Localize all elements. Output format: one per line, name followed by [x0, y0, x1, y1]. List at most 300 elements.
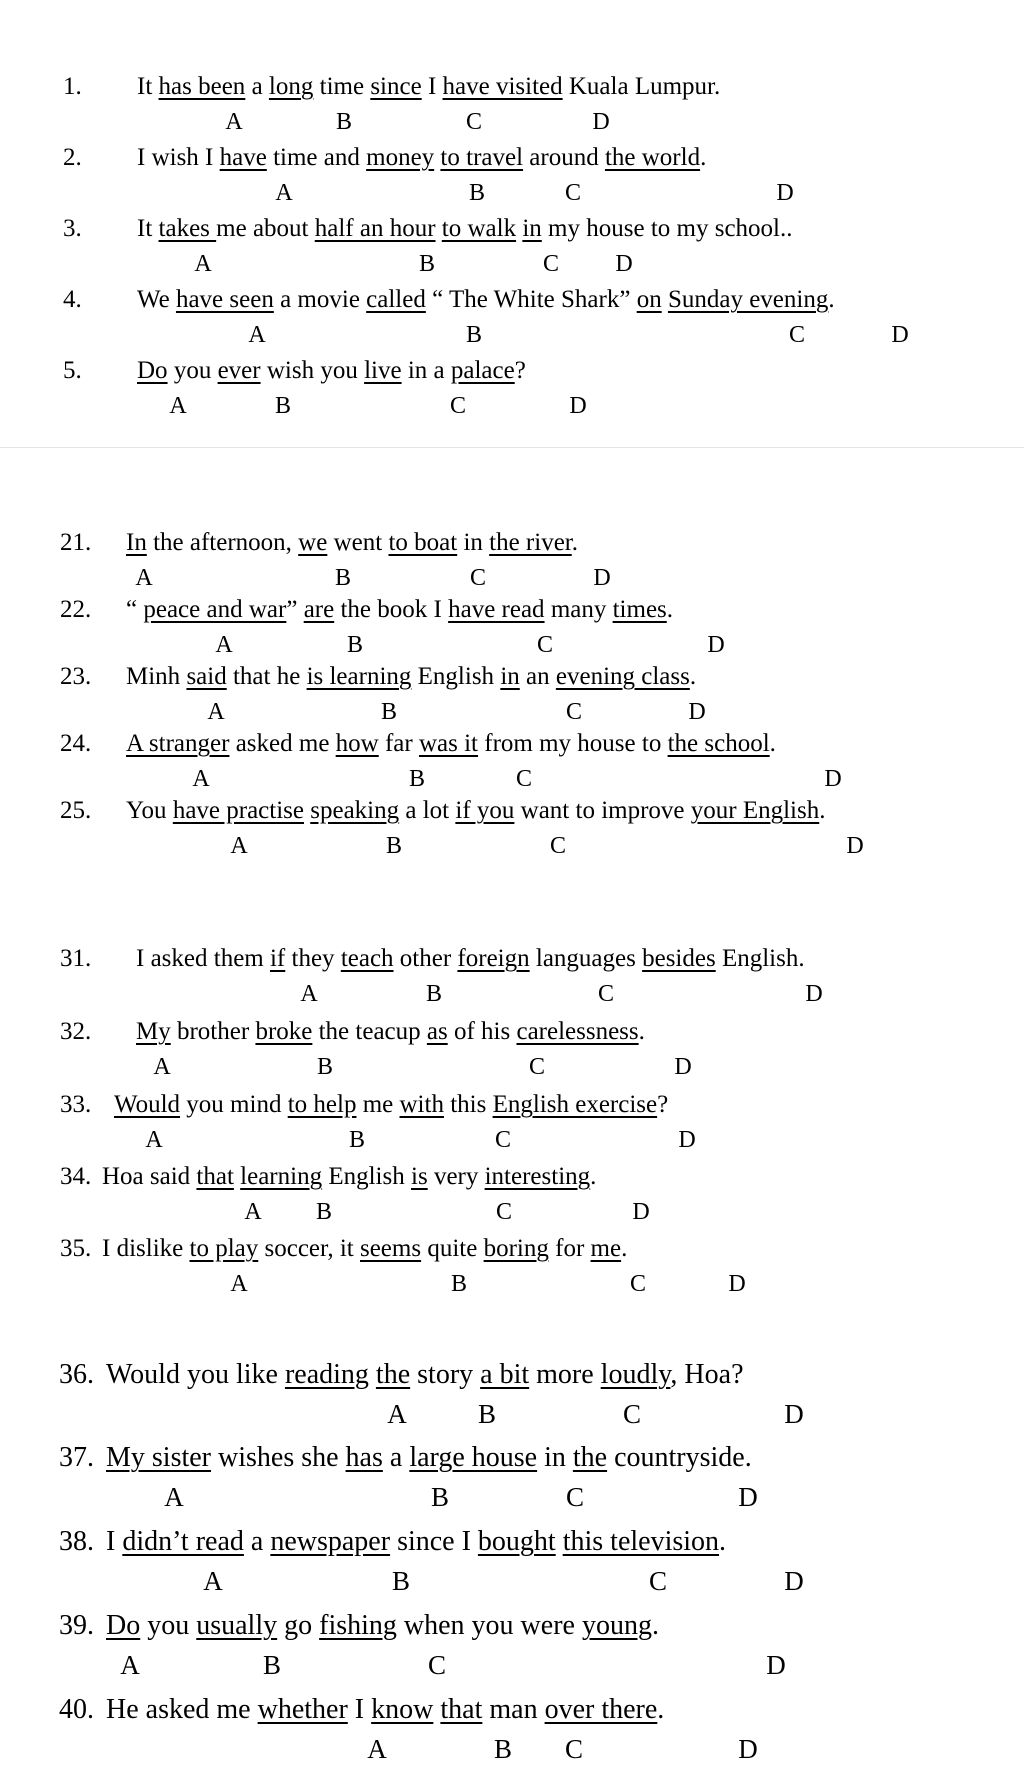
- question-23: [0, 664, 1024, 730]
- sentence-text: in a: [401, 357, 451, 384]
- sentence-text: , Hoa?: [670, 1359, 744, 1390]
- underlined-option-text: me: [590, 1235, 622, 1262]
- option-letter: D: [738, 1734, 758, 1764]
- sentence-text: since I: [390, 1526, 478, 1557]
- sentence-text: I asked them: [136, 945, 270, 972]
- sentence-text: for: [548, 1235, 591, 1262]
- option-letter: D: [728, 1271, 746, 1297]
- sentence-text: a lot: [399, 797, 456, 824]
- question-40: [0, 1696, 1024, 1766]
- underlined-option-text: didn’t read: [122, 1526, 244, 1557]
- underlined-option-text: half an hour: [314, 215, 436, 242]
- underlined-option-text: have seen: [175, 286, 274, 313]
- sentence-text: soccer, it: [258, 1235, 360, 1262]
- option-letter: A: [207, 699, 225, 725]
- underlined-option-text: how: [335, 730, 379, 757]
- question-number: 3.: [63, 215, 82, 242]
- sentence-text: go: [277, 1610, 320, 1641]
- option-letter: B: [262, 1650, 282, 1680]
- sentence-text: .: [666, 596, 674, 623]
- option-letter: C: [427, 1650, 447, 1680]
- sentence-text: in: [537, 1442, 573, 1473]
- sentence-text: of his: [447, 1018, 517, 1045]
- sentence-text: I dislike: [102, 1235, 190, 1262]
- sentence-text: my house to my school..: [541, 215, 793, 242]
- underlined-option-text: In: [126, 529, 147, 556]
- sentence-text: ?: [657, 1091, 669, 1118]
- question-3: [0, 216, 1024, 282]
- underlined-option-text: on: [636, 286, 662, 313]
- sentence-text: time: [313, 73, 371, 100]
- sentence-text: Kuala Lumpur.: [562, 73, 721, 100]
- underlined-option-text: My: [136, 1018, 171, 1045]
- question-2: [0, 145, 1024, 211]
- underlined-option-text: usually: [196, 1610, 278, 1641]
- underlined-option-text: if: [269, 945, 286, 972]
- sentence-text: quite: [421, 1235, 484, 1262]
- option-letter: C: [648, 1566, 668, 1596]
- option-letter: D: [593, 565, 611, 591]
- question-5: [0, 358, 1024, 424]
- underlined-option-text: Do: [106, 1610, 141, 1641]
- sentence-text: very: [427, 1163, 485, 1190]
- underlined-option-text: carelessness: [516, 1018, 639, 1045]
- sentence-text: around: [523, 144, 605, 171]
- question-38: [0, 1528, 1024, 1598]
- option-letter: B: [430, 1482, 450, 1512]
- question-text: [126, 731, 776, 756]
- underlined-option-text: loudly: [600, 1359, 671, 1390]
- sentence-text: English: [322, 1163, 411, 1190]
- underlined-option-text: have practise: [172, 797, 304, 824]
- underlined-option-text: evening class: [555, 663, 690, 690]
- sentence-text: other: [393, 945, 458, 972]
- sentence-text: countryside.: [607, 1442, 752, 1473]
- underlined-option-text: English exercise: [492, 1091, 658, 1118]
- question-number: 5.: [63, 357, 82, 384]
- option-letter: B: [493, 1734, 513, 1764]
- question-25: [0, 798, 1024, 864]
- sentence-text: they: [285, 945, 341, 972]
- sentence-text: English: [411, 663, 501, 690]
- sentence-text: more: [529, 1359, 601, 1390]
- sentence-text: a movie: [273, 286, 367, 313]
- question-text: [137, 74, 720, 99]
- option-letter: C: [629, 1271, 647, 1297]
- option-letter: A: [367, 1734, 387, 1764]
- underlined-option-text: bought: [477, 1526, 556, 1557]
- option-letter: A: [194, 251, 212, 277]
- sentence-text: far: [378, 730, 419, 757]
- option-letter: B: [316, 1054, 334, 1080]
- option-letter: B: [274, 393, 292, 419]
- option-letter: D: [569, 393, 587, 419]
- option-letter: C: [528, 1054, 546, 1080]
- question-text: [126, 664, 696, 689]
- underlined-option-text: seems: [359, 1235, 422, 1262]
- option-letter: D: [784, 1566, 804, 1596]
- option-letter: C: [788, 322, 806, 348]
- option-letter: A: [215, 632, 233, 658]
- sentence-text: [556, 1526, 563, 1557]
- underlined-option-text: broke: [255, 1018, 313, 1045]
- question-number: 33.: [60, 1091, 92, 1118]
- underlined-option-text: know: [371, 1694, 434, 1725]
- underlined-option-text: in: [522, 215, 542, 242]
- question-text: [102, 1236, 627, 1261]
- underlined-option-text: the river: [489, 529, 572, 556]
- question-number: 25.: [60, 797, 92, 824]
- question-number: 38.: [59, 1526, 94, 1557]
- sentence-text: asked me: [229, 730, 336, 757]
- sentence-text: .: [571, 529, 578, 556]
- underlined-option-text: teach: [340, 945, 394, 972]
- option-letter: C: [564, 1734, 584, 1764]
- sentence-text: me about: [216, 215, 315, 242]
- sentence-text: I: [347, 1694, 372, 1725]
- sentence-text: a: [245, 73, 269, 100]
- option-letter: C: [536, 632, 554, 658]
- option-letter: A: [203, 1566, 223, 1596]
- sentence-text: I wish I: [137, 144, 220, 171]
- underlined-option-text: speaking: [310, 797, 400, 824]
- sentence-text: in: [457, 529, 490, 556]
- option-letter: A: [230, 833, 248, 859]
- question-text: [126, 798, 825, 823]
- underlined-option-text: have visited: [442, 73, 563, 100]
- question-number: 22.: [60, 596, 92, 623]
- sentence-text: an: [519, 663, 556, 690]
- option-letter: A: [120, 1650, 140, 1680]
- question-number: 1.: [63, 73, 82, 100]
- question-number: 2.: [63, 144, 82, 171]
- question-text: [102, 1164, 596, 1189]
- underlined-option-text: said: [186, 663, 227, 690]
- question-number: 35.: [60, 1235, 92, 1262]
- option-letter: A: [169, 393, 187, 419]
- sentence-text: time and: [266, 144, 367, 171]
- underlined-option-text: over there: [544, 1694, 658, 1725]
- underlined-option-text: large house: [409, 1442, 538, 1473]
- question-text: [106, 1444, 752, 1472]
- sentence-text: .: [590, 1163, 597, 1190]
- underlined-option-text: Sunday evening: [667, 286, 829, 313]
- question-22: [0, 597, 1024, 663]
- underlined-option-text: young: [581, 1610, 652, 1641]
- underlined-option-text: takes: [158, 215, 217, 242]
- option-letter: A: [300, 981, 318, 1007]
- option-letter: B: [335, 109, 353, 135]
- option-letter: B: [380, 699, 398, 725]
- option-letter: D: [678, 1127, 696, 1153]
- question-number: 21.: [60, 529, 92, 556]
- sentence-text: He asked me: [106, 1694, 258, 1725]
- option-letter: D: [707, 632, 725, 658]
- underlined-option-text: palace: [450, 357, 515, 384]
- option-letter: A: [275, 180, 293, 206]
- sentence-text: went: [327, 529, 389, 556]
- option-letter: B: [385, 833, 403, 859]
- option-letter: A: [192, 766, 210, 792]
- sentence-text: It: [137, 73, 159, 100]
- option-letter: A: [230, 1271, 248, 1297]
- option-letter: C: [495, 1199, 513, 1225]
- option-letter: C: [622, 1399, 642, 1429]
- sentence-text: “: [126, 596, 144, 623]
- underlined-option-text: interesting: [484, 1163, 591, 1190]
- sentence-text: wish you: [260, 357, 365, 384]
- sentence-text: this: [443, 1091, 493, 1118]
- sentence-text: ”: [286, 596, 304, 623]
- option-letter: D: [891, 322, 909, 348]
- underlined-option-text: is: [411, 1163, 428, 1190]
- question-24: [0, 731, 1024, 797]
- underlined-option-text: has: [345, 1442, 383, 1473]
- sentence-text: from my house to: [478, 730, 668, 757]
- sentence-text: .: [700, 144, 707, 171]
- question-number: 34.: [60, 1163, 92, 1190]
- question-text: [126, 530, 578, 555]
- underlined-option-text: have read: [448, 596, 545, 623]
- sentence-text: a: [382, 1442, 410, 1473]
- sentence-text: I: [106, 1526, 123, 1557]
- underlined-option-text: money: [366, 144, 435, 171]
- underlined-option-text: that: [440, 1694, 483, 1725]
- question-number: 24.: [60, 730, 92, 757]
- sentence-text: want to improve: [514, 797, 691, 824]
- option-letter: C: [494, 1127, 512, 1153]
- question-number: 36.: [59, 1359, 94, 1390]
- option-letter: C: [469, 565, 487, 591]
- underlined-option-text: times: [612, 596, 667, 623]
- option-letter: B: [477, 1399, 497, 1429]
- underlined-option-text: to play: [189, 1235, 259, 1262]
- sentence-text: You: [126, 797, 173, 824]
- underlined-option-text: was it: [418, 730, 479, 757]
- option-letter: C: [565, 1482, 585, 1512]
- underlined-option-text: Would: [114, 1091, 181, 1118]
- question-31: [0, 946, 1024, 1012]
- option-letter: A: [164, 1482, 184, 1512]
- question-number: 4.: [63, 286, 82, 313]
- sentence-text: the afternoon,: [146, 529, 299, 556]
- underlined-option-text: ever: [217, 357, 261, 384]
- sentence-text: [369, 1359, 376, 1390]
- underlined-option-text: have: [219, 144, 267, 171]
- question-text: [137, 358, 526, 383]
- underlined-option-text: whether: [257, 1694, 348, 1725]
- sentence-text: languages: [529, 945, 643, 972]
- sentence-text: .: [651, 1610, 659, 1641]
- sentence-text: .: [657, 1694, 665, 1725]
- underlined-option-text: fishing: [319, 1610, 397, 1641]
- underlined-option-text: is learning: [306, 663, 412, 690]
- question-36: [0, 1361, 1024, 1431]
- underlined-option-text: the school: [667, 730, 770, 757]
- option-letter: A: [145, 1127, 163, 1153]
- sentence-text: We: [137, 286, 176, 313]
- option-letter: A: [225, 109, 243, 135]
- sentence-text: I: [421, 73, 443, 100]
- sentence-text: the teacup: [312, 1018, 427, 1045]
- sentence-text: .: [621, 1235, 628, 1262]
- underlined-option-text: My sister: [106, 1442, 211, 1473]
- underlined-option-text: to help: [287, 1091, 357, 1118]
- option-letter: B: [465, 322, 483, 348]
- sentence-text: you mind: [180, 1091, 288, 1118]
- underlined-option-text: to travel: [440, 144, 524, 171]
- option-letter: C: [465, 109, 483, 135]
- question-33: [0, 1092, 1024, 1158]
- underlined-option-text: since: [370, 73, 422, 100]
- underlined-option-text: we: [298, 529, 328, 556]
- underlined-option-text: the: [572, 1442, 608, 1473]
- underlined-option-text: peace and war: [143, 596, 287, 623]
- option-letter: C: [597, 981, 615, 1007]
- option-letter: C: [549, 833, 567, 859]
- question-32: [0, 1019, 1024, 1085]
- option-letter: B: [408, 766, 426, 792]
- underlined-option-text: a bit: [480, 1359, 530, 1390]
- sentence-text: the book I: [334, 596, 449, 623]
- option-letter: B: [425, 981, 443, 1007]
- option-letter: D: [592, 109, 610, 135]
- question-text: [106, 1612, 659, 1640]
- sentence-text: .: [819, 797, 826, 824]
- option-letter: B: [418, 251, 436, 277]
- sentence-text: ?: [514, 357, 526, 384]
- underlined-option-text: learning: [240, 1163, 323, 1190]
- sentence-text: a: [243, 1526, 271, 1557]
- option-letter: D: [688, 699, 706, 725]
- question-text: [137, 216, 792, 241]
- option-letter: A: [153, 1054, 171, 1080]
- underlined-option-text: to boat: [388, 529, 458, 556]
- sentence-text: that he: [226, 663, 307, 690]
- sentence-text: .: [828, 286, 835, 313]
- underlined-option-text: called: [366, 286, 426, 313]
- sentence-text: when you were: [396, 1610, 582, 1641]
- sentence-text: man: [482, 1694, 545, 1725]
- underlined-option-text: as: [426, 1018, 448, 1045]
- underlined-option-text: boring: [483, 1235, 549, 1262]
- question-number: 39.: [59, 1610, 94, 1641]
- underlined-option-text: the world: [604, 144, 701, 171]
- option-letter: D: [805, 981, 823, 1007]
- question-text: [106, 1696, 664, 1724]
- underlined-option-text: to walk: [441, 215, 517, 242]
- question-37: [0, 1444, 1024, 1514]
- option-letter: C: [565, 699, 583, 725]
- option-letter: D: [766, 1650, 786, 1680]
- question-text: [136, 1019, 645, 1044]
- option-letter: B: [391, 1566, 411, 1596]
- option-letter: C: [564, 180, 582, 206]
- sentence-text: you: [140, 1610, 197, 1641]
- sentence-text: .: [719, 1526, 727, 1557]
- sentence-text: me: [356, 1091, 400, 1118]
- question-39: [0, 1612, 1024, 1682]
- option-letter: D: [784, 1399, 804, 1429]
- question-35: [0, 1236, 1024, 1302]
- sentence-text: you: [167, 357, 218, 384]
- option-letter: B: [348, 1127, 366, 1153]
- option-letter: A: [135, 565, 153, 591]
- question-4: [0, 287, 1024, 353]
- underlined-option-text: live: [364, 357, 402, 384]
- question-text: [136, 946, 805, 971]
- sentence-text: “ The White Shark”: [425, 286, 637, 313]
- sentence-text: Would you like: [106, 1359, 285, 1390]
- option-letter: D: [776, 180, 794, 206]
- underlined-option-text: has been: [158, 73, 246, 100]
- question-text: [137, 287, 835, 312]
- option-letter: B: [450, 1271, 468, 1297]
- question-text: [114, 1092, 668, 1117]
- sentence-text: story: [410, 1359, 481, 1390]
- underlined-option-text: long: [268, 73, 314, 100]
- underlined-option-text: A stranger: [126, 730, 230, 757]
- option-letter: B: [346, 632, 364, 658]
- sentence-text: many: [544, 596, 613, 623]
- question-text: [106, 1361, 744, 1389]
- option-letter: D: [738, 1482, 758, 1512]
- option-letter: B: [334, 565, 352, 591]
- underlined-option-text: besides: [642, 945, 716, 972]
- section-divider: [0, 447, 1024, 448]
- sentence-text: .: [638, 1018, 645, 1045]
- underlined-option-text: the: [375, 1359, 411, 1390]
- question-1: [0, 74, 1024, 140]
- option-letter: D: [615, 251, 633, 277]
- sentence-text: wishes she: [211, 1442, 346, 1473]
- option-letter: D: [674, 1054, 692, 1080]
- underlined-option-text: that: [196, 1163, 234, 1190]
- option-letter: B: [468, 180, 486, 206]
- underlined-option-text: newspaper: [270, 1526, 391, 1557]
- question-21: [0, 530, 1024, 596]
- sentence-text: brother: [170, 1018, 256, 1045]
- underlined-option-text: your English: [690, 797, 820, 824]
- underlined-option-text: are: [303, 596, 335, 623]
- option-letter: C: [515, 766, 533, 792]
- question-34: [0, 1164, 1024, 1230]
- option-letter: A: [248, 322, 266, 348]
- sentence-text: It: [137, 215, 159, 242]
- sentence-text: .: [689, 663, 697, 690]
- underlined-option-text: Do: [137, 357, 168, 384]
- option-letter: B: [315, 1199, 333, 1225]
- underlined-option-text: if you: [455, 797, 515, 824]
- option-letter: C: [449, 393, 467, 419]
- option-letter: D: [632, 1199, 650, 1225]
- sentence-text: Hoa said: [102, 1163, 197, 1190]
- question-text: [126, 597, 673, 622]
- option-letter: C: [542, 251, 560, 277]
- question-number: 31.: [60, 945, 92, 972]
- sentence-text: .: [769, 730, 776, 757]
- question-text: [106, 1528, 726, 1556]
- sentence-text: English.: [715, 945, 805, 972]
- option-letter: D: [824, 766, 842, 792]
- underlined-option-text: with: [399, 1091, 444, 1118]
- question-number: 32.: [60, 1018, 92, 1045]
- option-letter: A: [244, 1199, 262, 1225]
- underlined-option-text: foreign: [457, 945, 530, 972]
- question-number: 40.: [59, 1694, 94, 1725]
- question-number: 37.: [59, 1442, 94, 1473]
- underlined-option-text: in: [500, 663, 520, 690]
